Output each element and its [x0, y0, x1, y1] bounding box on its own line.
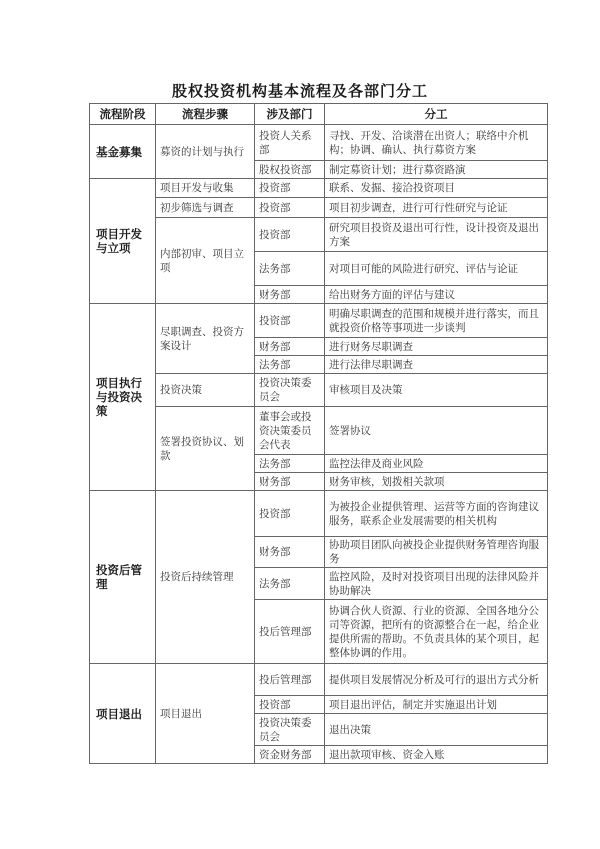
stage-cell: 项目退出 — [90, 664, 156, 764]
department-cell: 投资部 — [255, 218, 325, 252]
task-cell: 监控风险，及时对投资项目出现的法律风险并协助解决 — [325, 568, 548, 600]
department-cell: 资金财务部 — [255, 746, 325, 764]
header-step: 流程步骤 — [156, 104, 255, 125]
department-cell: 法务部 — [255, 455, 325, 473]
header-dept: 涉及部门 — [255, 104, 325, 125]
task-cell: 提供项目发展情况分析及可行的退出方式分析 — [325, 664, 548, 696]
department-cell: 法务部 — [255, 252, 325, 286]
step-cell: 投资决策 — [156, 374, 255, 407]
department-cell: 投资决策委员会 — [255, 374, 325, 407]
task-cell: 为被投企业提供管理、运营等方面的咨询建议服务，联系企业发展需要的相关机构 — [325, 491, 548, 537]
table-row — [90, 125, 548, 161]
task-cell: 监控法律及商业风险 — [325, 455, 548, 473]
department-cell: 投资部 — [255, 198, 325, 218]
stage-cell: 项目执行与投资决策 — [90, 304, 156, 491]
department-cell: 董事会或投资决策委员会代表 — [255, 407, 325, 455]
department-cell: 投资部 — [255, 491, 325, 537]
table-row — [90, 304, 548, 338]
department-cell: 投后管理部 — [255, 600, 325, 664]
step-cell: 投资后持续管理 — [156, 491, 255, 664]
department-cell: 投后管理部 — [255, 664, 325, 696]
step-cell: 项目开发与收集 — [156, 179, 255, 198]
step-cell: 签署投资协议、划款 — [156, 407, 255, 491]
table-row — [90, 198, 548, 218]
step-cell: 初步筛选与调查 — [156, 198, 255, 218]
table-header-row — [90, 104, 548, 125]
department-cell: 投资部 — [255, 179, 325, 198]
department-cell: 财务部 — [255, 286, 325, 304]
table-row — [90, 491, 548, 537]
stage-cell: 项目开发与立项 — [90, 179, 156, 304]
task-cell: 协助项目团队向被投企业提供财务管理咨询服务 — [325, 537, 548, 568]
department-cell: 投资部 — [255, 304, 325, 338]
task-cell: 项目初步调查，进行可行性研究与论证 — [325, 198, 548, 218]
page-title: 股权投资机构基本流程及各部门分工 — [171, 82, 428, 100]
process-table — [89, 103, 548, 764]
department-cell: 财务部 — [255, 338, 325, 356]
department-cell: 法务部 — [255, 568, 325, 600]
department-cell: 法务部 — [255, 356, 325, 374]
task-cell: 项目退出评估，制定并实施退出计划 — [325, 696, 548, 714]
table-row — [90, 179, 548, 198]
table-body — [90, 125, 548, 764]
department-cell: 投资人关系部 — [255, 125, 325, 161]
department-cell: 股权投资部 — [255, 161, 325, 179]
task-cell: 制定募资计划；进行募资路演 — [325, 161, 548, 179]
task-cell: 明确尽职调查的范围和规模并进行落实，而且就投资价格等事项进一步谈判 — [325, 304, 548, 338]
step-cell: 尽职调查、投资方案设计 — [156, 304, 255, 374]
step-cell: 内部初审、项目立项 — [156, 218, 255, 304]
task-cell: 联系、发掘、接洽投资项目 — [325, 179, 548, 198]
task-cell: 进行法律尽职调查 — [325, 356, 548, 374]
department-cell: 财务部 — [255, 473, 325, 491]
task-cell: 财务审核，划拨相关款项 — [325, 473, 548, 491]
step-cell: 募资的计划与执行 — [156, 125, 255, 179]
task-cell: 寻找、开发、洽谈潜在出资人；联络中介机构；协调、确认、执行募资方案 — [325, 125, 548, 161]
department-cell: 投资部 — [255, 696, 325, 714]
task-cell: 协调合伙人资源、行业的资源、全国各地分公司等资源，把所有的资源整合在一起，给企业提供所需的帮助。不负责具体的某个项目，起整体协调的作用。 — [325, 600, 548, 664]
table-row — [90, 407, 548, 455]
task-cell: 审核项目及决策 — [325, 374, 548, 407]
task-cell: 退出决策 — [325, 714, 548, 746]
task-cell: 进行财务尽职调查 — [325, 338, 548, 356]
task-cell: 研究项目投资及退出可行性，设计投资及退出方案 — [325, 218, 548, 252]
header-stage: 流程阶段 — [90, 104, 156, 125]
task-cell: 给出财务方面的评估与建议 — [325, 286, 548, 304]
department-cell: 财务部 — [255, 537, 325, 568]
table-row — [90, 374, 548, 407]
table-row — [90, 664, 548, 696]
task-cell: 退出款项审核、资金入账 — [325, 746, 548, 764]
department-cell: 投资决策委员会 — [255, 714, 325, 746]
table-row — [90, 218, 548, 252]
header-task: 分工 — [325, 104, 548, 125]
task-cell: 签署协议 — [325, 407, 548, 455]
stage-cell: 基金募集 — [90, 125, 156, 179]
task-cell: 对项目可能的风险进行研究、评估与论证 — [325, 252, 548, 286]
stage-cell: 投资后管理 — [90, 491, 156, 664]
step-cell: 项目退出 — [156, 664, 255, 764]
